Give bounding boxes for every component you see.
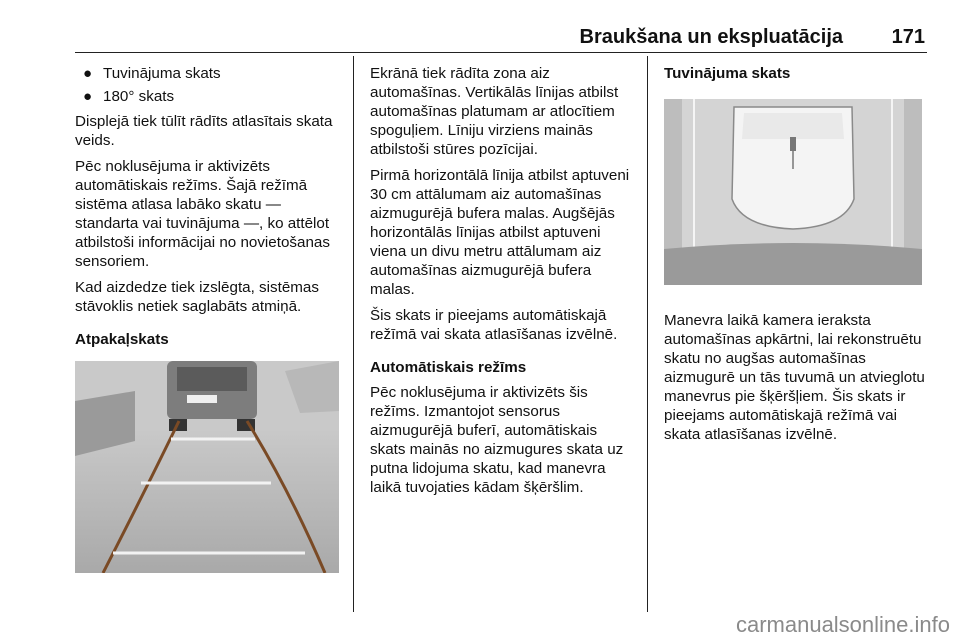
bullet-text: 180° skats bbox=[103, 88, 175, 105]
bullet-item bbox=[75, 87, 341, 106]
column-3 bbox=[664, 64, 929, 451]
page-number: 171 bbox=[891, 26, 925, 48]
section-heading: Automātiskais režīms bbox=[370, 359, 527, 376]
page-title: Braukšana un ekspluatācija bbox=[579, 26, 843, 48]
section-heading: Atpakaļskats bbox=[75, 331, 169, 348]
paragraph: Manevra laikā kamera ieraksta automašīnas apkārtni, lai rekonstruētu skatu no augšas automašīnas aizmugurē un tās tuvumā un atvieglotu manevrus pie šķēršļiem. Šis skats ir pieejams automātiskajā režīmā vai skata atlasīšanas izvēlnē. bbox=[664, 312, 925, 443]
zoom-view-figure bbox=[664, 99, 922, 285]
bullet-text: Tuvinājuma skats bbox=[103, 65, 221, 82]
paragraph: Displejā tiek tūlīt rādīts atlasītais skata veids. bbox=[75, 113, 333, 149]
column-2 bbox=[370, 64, 635, 504]
paragraph: Kad aizdedze tiek izslēgta, sistēmas stāvoklis netiek saglabāts atmiņā. bbox=[75, 279, 319, 315]
bullet-item bbox=[75, 64, 341, 83]
rear-camera-figure bbox=[75, 361, 339, 573]
paragraph: Pēc noklusējuma ir aktivizēts šis režīms. Izmantojot sensorus aizmugurējā buferī, automātiskais skats mainās no aizmugures skata uz putna lidojuma skatu, kad manevra laikā tuvojaties kādam šķēršlim. bbox=[370, 384, 624, 496]
paragraph: Šis skats ir pieejams automātiskajā režīmā vai skata atlasīšanas izvēlnē. bbox=[370, 307, 618, 343]
watermark: carmanualsonline.info bbox=[735, 612, 950, 637]
paragraph: Pēc noklusējuma ir aktivizēts automātiskais režīms. Šajā režīmā sistēma atlasa labāko skatu — standarta vai tuvinājuma —, ko attēlot atbilstoši informācijai no novietošanas sensoriem. bbox=[75, 158, 330, 270]
paragraph: Ekrānā tiek rādīta zona aiz automašīnas. Vertikālās līnijas atbilst automašīnas platumam ar atlocītiem spoguļiem. Līniju virziens mainās atbilstoši stūres pozīcijai. bbox=[370, 65, 619, 158]
page-header bbox=[75, 26, 927, 52]
column-divider-1 bbox=[353, 56, 354, 612]
column-divider-2 bbox=[647, 56, 648, 612]
section-heading: Tuvinājuma skats bbox=[664, 65, 791, 82]
column-1 bbox=[75, 64, 341, 573]
header-rule bbox=[75, 52, 927, 53]
bullet-icon: ● bbox=[83, 88, 93, 105]
bullet-icon: ● bbox=[83, 65, 93, 82]
paragraph: Pirmā horizontālā līnija atbilst aptuveni 30 cm attālumam aiz automašīnas aizmugurējā bufera malas. Augšējās horizontālās līnijas atbilst aptuveni viena un divu metru attālumam aiz automašīnas aizmugurējā bufera malas. bbox=[370, 167, 630, 298]
